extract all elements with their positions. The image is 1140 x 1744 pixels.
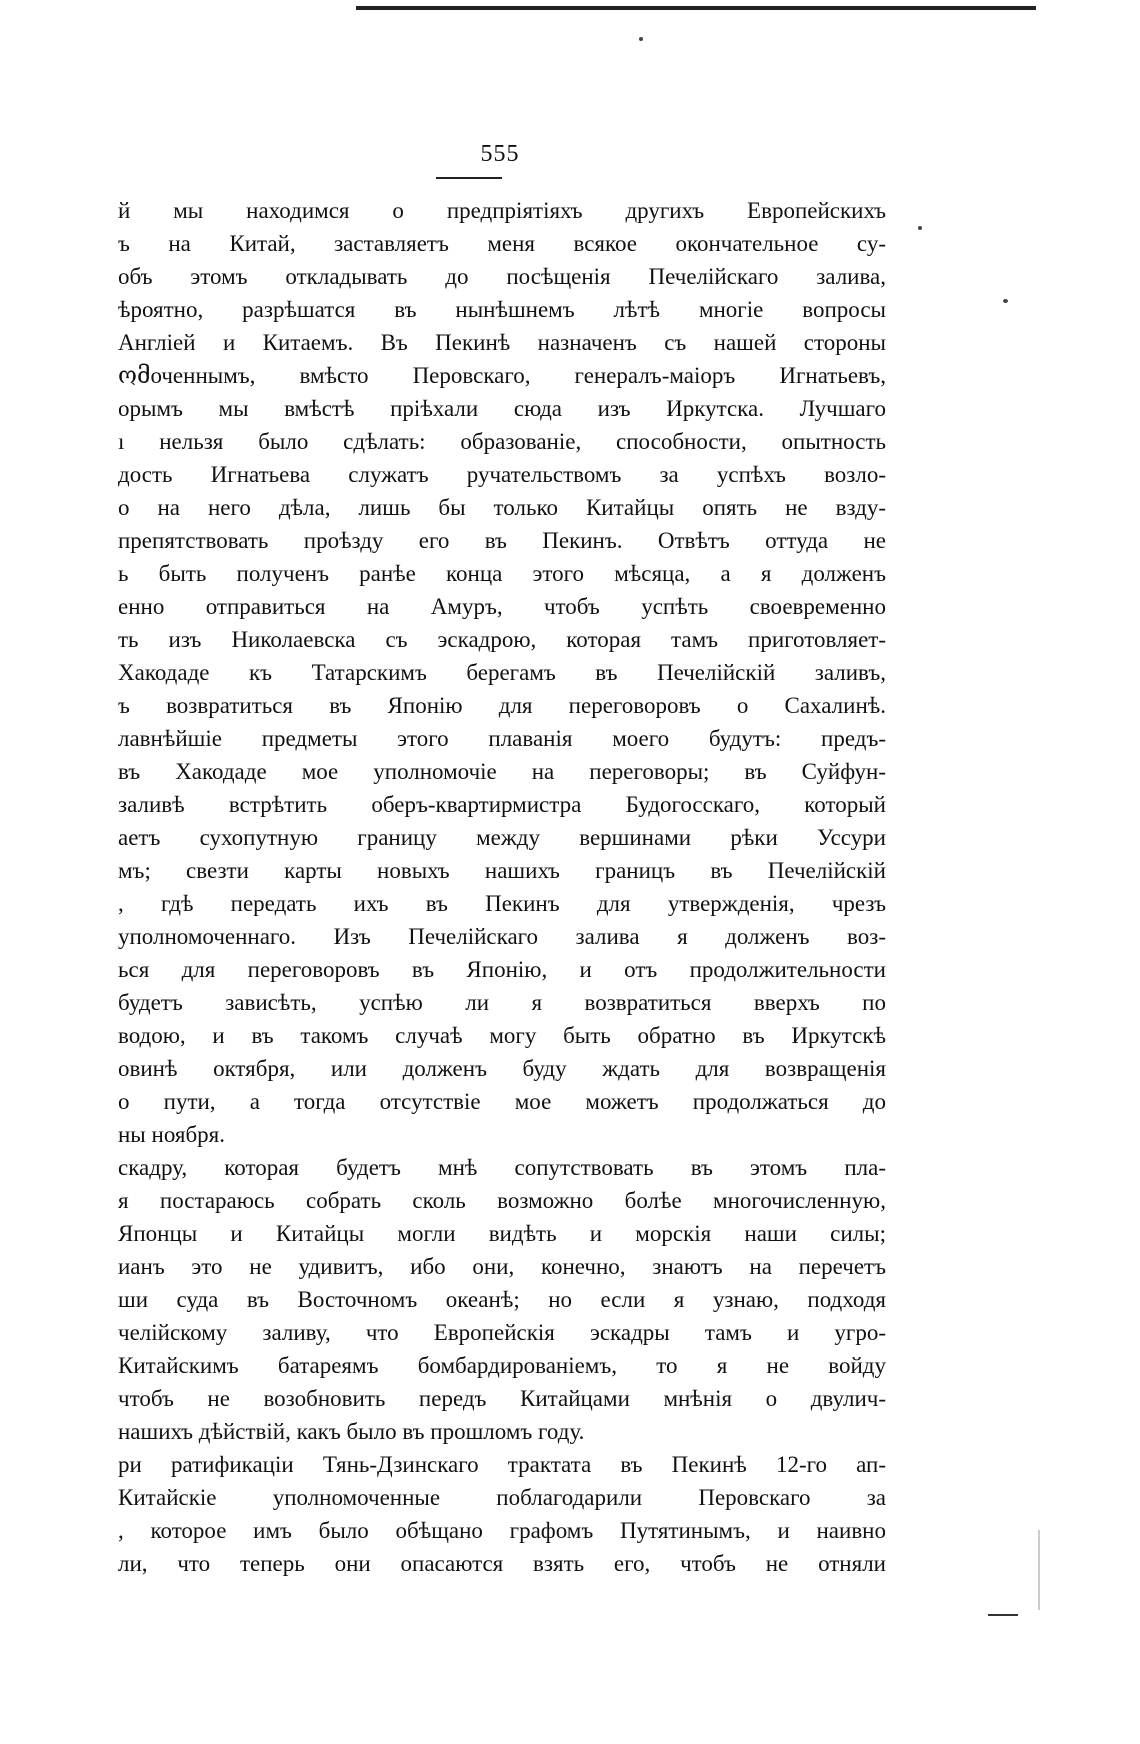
text-line: ь быть полученъ ранѣе конца этого мѣсяца, а я долженъ [118,561,886,586]
speck-mark [918,226,922,230]
text-line: препятствовать проѣзду его въ Пекинъ. Отвѣтъ оттуда не [118,528,886,553]
text-line: нашихъ дѣйствій, какъ было въ прошломъ году. [118,1419,585,1444]
text-line: , гдѣ передать ихъ въ Пекинъ для утвержденія, чрезъ [118,891,886,916]
text-line: Японцы и Китайцы могли видѣть и морскія наши силы; [118,1221,886,1246]
text-line: лавнѣйшіе предметы этого плаванія моего будутъ: предъ- [118,726,886,751]
text-line: ı нельзя было сдѣлать: образованіе, способности, опытность [118,429,886,454]
margin-mark [1038,1530,1040,1610]
text-line: ъ возвратиться въ Японію для переговоровъ о Сахалинѣ. [118,693,886,718]
text-line: объ этомъ откладывать до посѣщенія Печелійскаго залива, [118,264,886,289]
text-line: ომоченнымъ, вмѣсто Перовскаго, генералъ-маіоръ Игнатьевъ, [118,363,886,388]
text-line: й мы находимся о предпріятіяхъ другихъ Европейскихъ [118,198,886,223]
text-line: енно отправиться на Амуръ, чтобъ успѣть своевременно [118,594,886,619]
text-line: я постараюсь собрать сколь возможно болѣе многочисленную, [118,1188,886,1213]
text-line: орымъ мы вмѣстѣ пріѣхали сюда изъ Иркутска. Лучшаго [118,396,886,421]
text-line: будетъ зависѣть, успѣю ли я возвратиться вверхъ по [118,990,886,1015]
top-border-rule [356,6,1036,10]
text-line: о на него дѣла, лишь бы только Китайцы опять не взду- [118,495,886,520]
text-line: заливѣ встрѣтить оберъ-квартирмистра Будогосскаго, который [118,792,886,817]
text-line: ли, что теперь они опасаются взять его, чтобъ не отняли [118,1551,886,1576]
text-line: уполномоченнаго. Изъ Печелійскаго залива я долженъ воз- [118,924,886,949]
page-number: 555 [480,141,520,167]
speck-mark [1003,299,1008,303]
text-line: Китайскіе уполномоченные поблагодарили Перовскаго за [118,1485,886,1510]
text-line: овинѣ октября, или долженъ буду ждать для возвращенія [118,1056,886,1081]
text-line: аетъ сухопутную границу между вершинами рѣки Уссури [118,825,886,850]
text-line: въ Хакодаде мое уполномочіе на переговоры; въ Суйфун- [118,759,886,784]
body-text [118,194,886,1580]
text-line: водою, и въ такомъ случаѣ могу быть обратно въ Иркутскѣ [118,1023,886,1048]
text-line: ианъ это не удивитъ, ибо они, конечно, знаютъ на перечетъ [118,1254,886,1279]
text-line: мъ; свезти карты новыхъ нашихъ границъ въ Печелійскій [118,858,886,883]
text-line: челійскому заливу, что Европейскія эскадры тамъ и угро- [118,1320,886,1345]
text-line: ны ноября. [118,1122,225,1147]
text-line: о пути, а тогда отсутствіе мое можетъ продолжаться до [118,1089,886,1114]
text-line: , которое имъ было обѣщано графомъ Путятинымъ, и наивно [118,1518,886,1543]
page-number-wrapper [0,141,1000,168]
text-line: чтобъ не возобновить передъ Китайцами мнѣнія о двулич- [118,1386,886,1411]
text-line: Англіей и Китаемъ. Въ Пекинѣ назначенъ съ нашей стороны [118,330,886,355]
page-number-underline [436,177,502,179]
text-line: Китайскимъ батареямъ бомбардированіемъ, то я не войду [118,1353,886,1378]
margin-dash [988,1614,1018,1616]
text-line: Хакодаде къ Татарскимъ берегамъ въ Печелійскій заливъ, [118,660,886,685]
text-line: скадру, которая будетъ мнѣ сопутствовать въ этомъ пла- [118,1155,886,1180]
text-line: ши суда въ Восточномъ океанѣ; но если я узнаю, подходя [118,1287,886,1312]
speck-mark [639,37,643,41]
text-line: ри ратификаціи Тянь-Дзинскаго трактата въ Пекинѣ 12-го ап- [118,1452,886,1477]
text-line: ть изъ Николаевска съ эскадрою, которая тамъ приготовляет- [118,627,886,652]
text-line: ъ на Китай, заставляетъ меня всякое окончательное су- [118,231,886,256]
text-line: ься для переговоровъ въ Японію, и отъ продолжительности [118,957,886,982]
text-line: ѣроятно, разрѣшатся въ нынѣшнемъ лѣтѣ многіе вопросы [118,297,886,322]
text-line: дость Игнатьева служатъ ручательствомъ за успѣхъ возло- [118,462,886,487]
